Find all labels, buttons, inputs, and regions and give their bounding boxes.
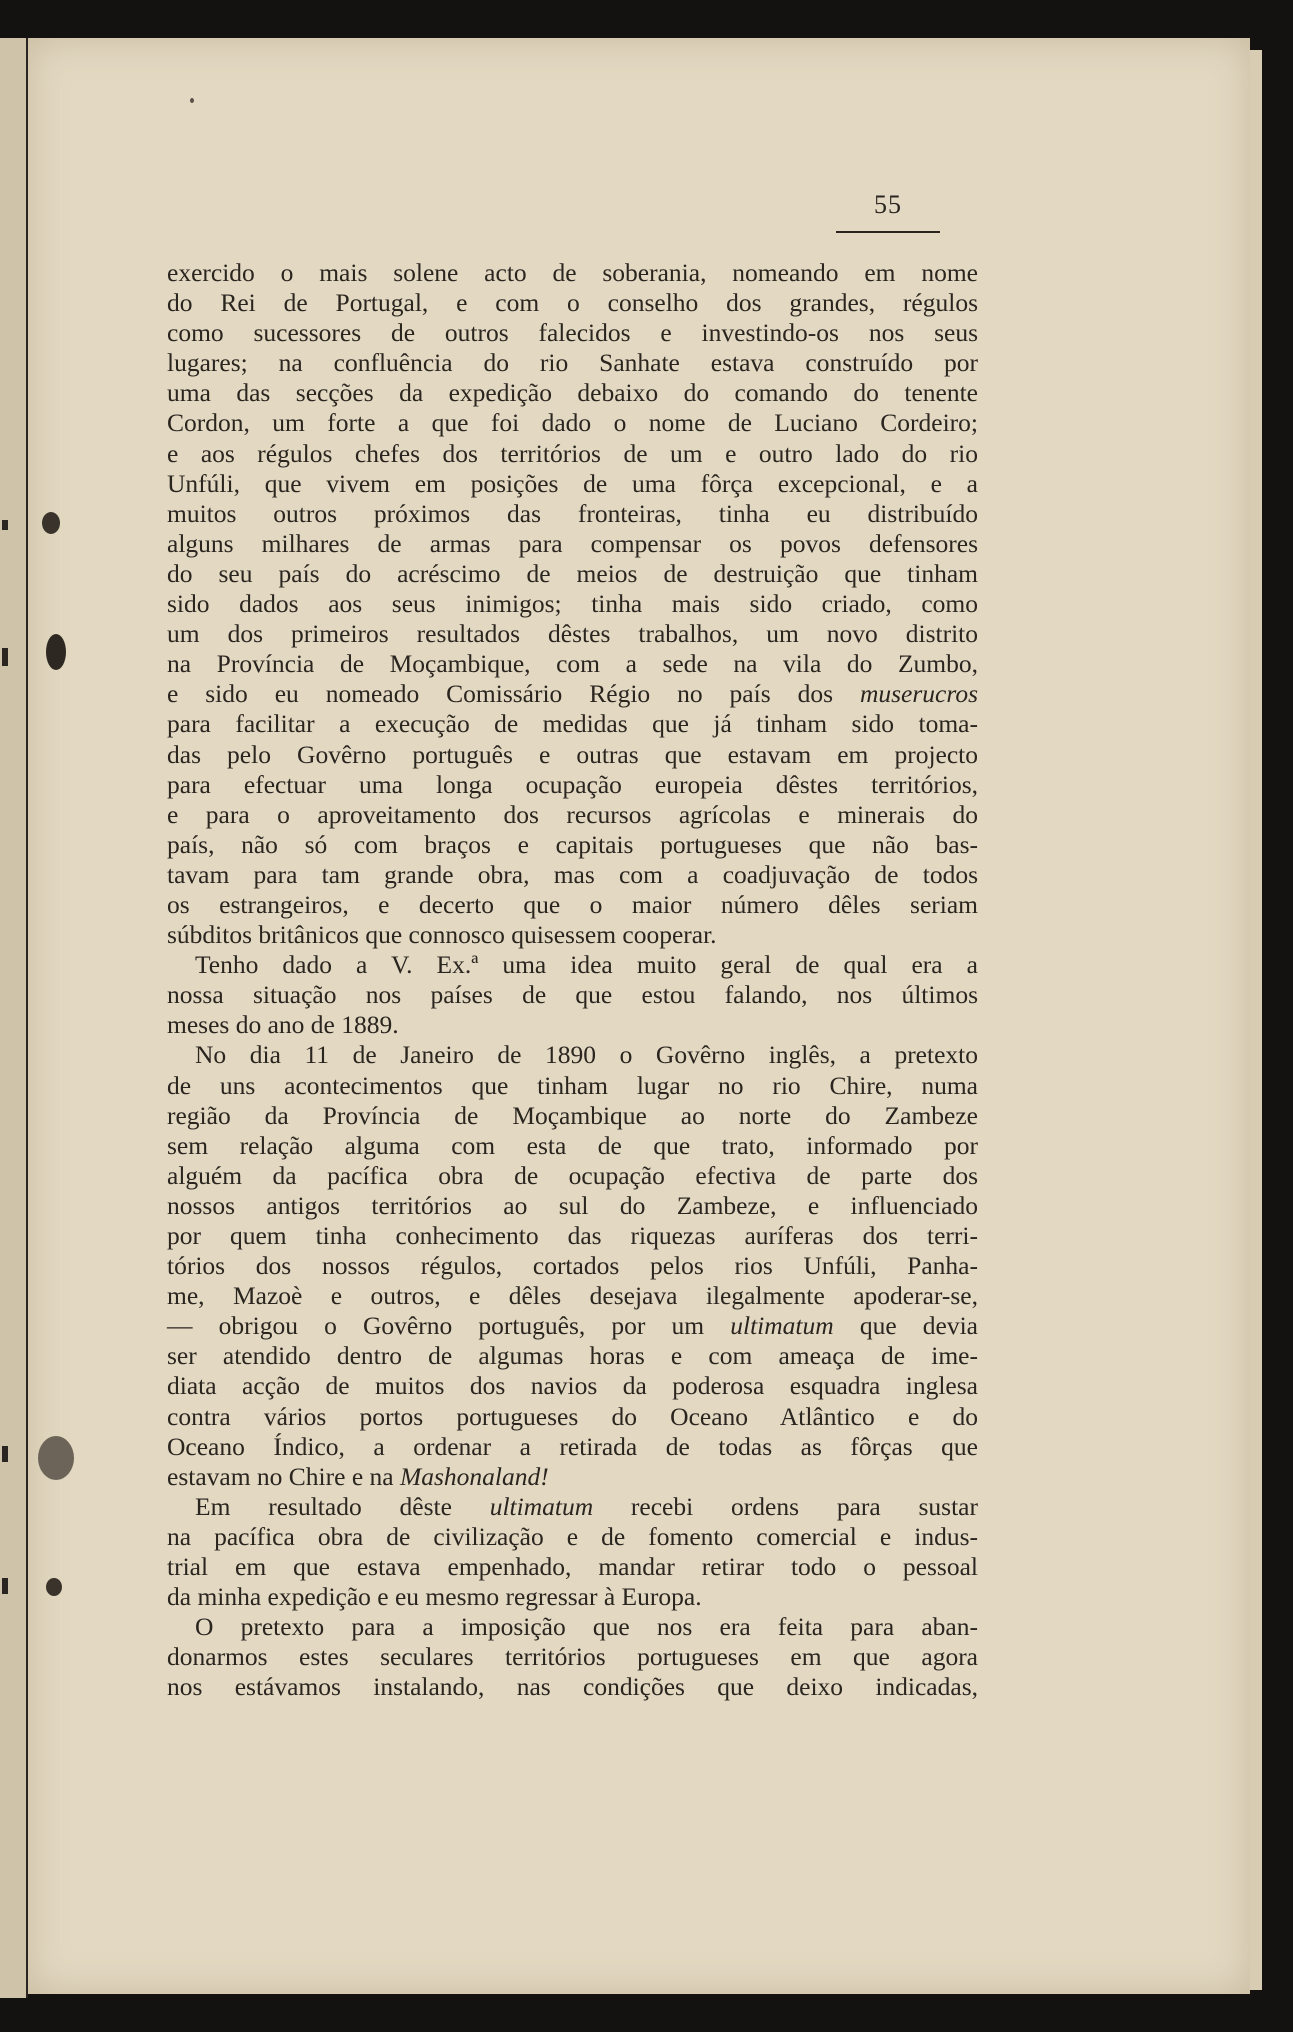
text-line [167,589,978,619]
text-line [167,1101,978,1131]
text-line [167,1311,978,1341]
italic-term: ultimatum [489,1491,594,1521]
text-line-content: alguém da pacífica obra de ocupação efectiva de parte dos [167,1160,978,1190]
text-line-content: tórios dos nossos régulos, cortados pelos rios Unfúli, Panha- [167,1251,978,1281]
text-line [167,318,978,348]
text-line [167,1642,978,1672]
sheet-edge [1250,50,1262,1990]
binding-mark [2,1578,8,1594]
text-line [167,1010,978,1040]
text-line [167,920,978,950]
page-number: 55 [874,190,902,219]
text-line [167,348,978,378]
text-line-content: para facilitar a execução de medidas que já tinham sido toma- [167,709,978,739]
page-number-rule [836,231,940,233]
text-line [167,1071,978,1101]
text-line [167,950,978,980]
text-line-content: No dia 11 de Janeiro de 1890 o Govêrno inglês, a pretexto [195,1040,978,1070]
binding-hole [38,1436,74,1480]
text-line [167,408,978,438]
text-line-content: súbditos britânicos que connosco quisessem cooperar. [167,920,717,950]
text-line-content: sem relação alguma com esta de que trato, informado por [167,1130,978,1160]
text-line-content: Em resultado dêste [195,1491,490,1521]
text-line-content: da minha expedição e eu mesmo regressar à Europa. [167,1582,702,1612]
text-line-content: Cordon, um forte a que foi dado o nome de Luciano Cordeiro; [167,408,978,438]
binding-hole [46,634,66,670]
text-line [167,860,978,890]
italic-term: ultimatum [730,1311,834,1341]
text-line-content: O pretexto para a imposição que nos era feita para aban- [195,1612,978,1642]
text-line [167,649,978,679]
text-line-content: tavam para tam grande obra, mas com a coadjuvação de todos [167,859,978,889]
text-line [167,740,978,770]
text-line [167,1462,978,1492]
text-line-content: me, Mazoè e outros, e dêles desejava ilegalmente apoderar-se, [167,1281,978,1311]
text-line-content: e aos régulos chefes dos territórios de um e outro lado do rio [167,438,978,468]
text-line-content: estavam no Chire e na [167,1461,400,1491]
text-line [167,258,978,288]
text-line [167,1251,978,1281]
text-line-content: Tenho dado a V. Ex.ª uma idea muito geral de qual era a [195,950,978,980]
text-line-content: lugares; na confluência do rio Sanhate estava construído por [167,348,978,378]
text-line-tail: recebi ordens para sustar [593,1491,978,1521]
text-line-content: como sucessores de outros falecidos e investindo-os nos seus [167,318,978,348]
text-line-content: diata acção de muitos dos navios da poderosa esquadra inglesa [167,1371,978,1401]
text-line-content: uma das secções da expedição debaixo do comando do tenente [167,378,978,408]
text-line [167,529,978,559]
text-line-content: um dos primeiros resultados dêstes trabalhos, um novo distrito [167,619,978,649]
binding-hole [42,512,60,534]
text-line [167,770,978,800]
text-line-content: de uns acontecimentos que tinham lugar no rio Chire, numa [167,1070,978,1100]
text-line [167,1221,978,1251]
binding-mark [2,648,8,666]
text-line-content: sido dados aos seus inimigos; tinha mais sido criado, como [167,589,978,619]
text-line [167,1492,978,1522]
text-line [167,619,978,649]
text-line [167,1131,978,1161]
text-line-content: do Rei de Portugal, e com o conselho dos grandes, régulos [167,288,978,318]
text-line-content: ser atendido dentro de algumas horas e com ameaça de ime- [167,1341,978,1371]
text-line-content: trial em que estava empenhado, mandar retirar todo o pessoal [167,1552,978,1582]
text-line [167,378,978,408]
text-line [167,439,978,469]
text-line-content: e sido eu nomeado Comissário Régio no país dos [167,679,860,709]
text-line-content: os estrangeiros, e decerto que o maior número dêles seriam [167,889,978,919]
text-line [167,709,978,739]
text-line-content: alguns milhares de armas para compensar os povos defensores [167,528,978,558]
text-line [167,469,978,499]
text-line-content: — obrigou o Govêrno português, por um [167,1311,731,1341]
text-line [167,1432,978,1462]
text-line-tail: que devia [833,1311,978,1341]
text-line-content: Oceano Índico, a ordenar a retirada de todas as fôrças que [167,1431,978,1461]
text-line-content: exercido o mais solene acto de soberania, nomeando em nome [167,258,978,287]
text-line-content: na Província de Moçambique, com a sede na vila do Zumbo, [167,649,978,679]
text-line-content: nos estávamos instalando, nas condições que deixo indicadas, [167,1672,978,1702]
text-line [167,1672,978,1702]
text-line-content: muitos outros próximos das fronteiras, tinha eu distribuído [167,498,978,528]
text-line [167,1040,978,1070]
text-line-content: nossos antigos territórios ao sul do Zambeze, e influenciado [167,1190,978,1220]
text-line [167,800,978,830]
text-line-content: na pacífica obra de civilização e de fomento comercial e indus- [167,1521,978,1551]
paper-speck [190,98,194,103]
text-line [167,679,978,709]
text-line [167,980,978,1010]
text-line-content: por quem tinha conhecimento das riquezas auríferas dos terri- [167,1221,978,1250]
binding-mark [2,520,8,530]
binding-mark [2,1446,8,1462]
text-line-content: donarmos estes seculares territórios portugueses em que agora [167,1642,978,1672]
text-line-content: meses do ano de 1889. [167,1010,399,1040]
text-line-content: região da Província de Moçambique ao norte do Zambeze [167,1100,978,1130]
text-line-content: nossa situação nos países de que estou falando, nos últimos [167,980,978,1010]
text-line [167,1612,978,1642]
text-line [167,288,978,318]
text-line-content: para efectuar uma longa ocupação europeia dêstes territórios, [167,769,978,799]
body-text [167,258,978,1703]
text-line-content: do seu país do acréscimo de meios de destruição que tinham [167,558,978,588]
binding-edge [0,38,28,1998]
text-line [167,890,978,920]
text-line [167,1522,978,1552]
text-line [167,1281,978,1311]
italic-term: Mashonaland! [399,1461,549,1491]
text-line [167,499,978,529]
text-line [167,1552,978,1582]
text-line-content: Unfúli, que vivem em posições de uma fôrça excepcional, e a [167,468,978,498]
text-line [167,1191,978,1221]
text-line [167,1402,978,1432]
text-line-content: contra vários portos portugueses do Oceano Atlântico e do [167,1401,978,1431]
text-line-content: e para o aproveitamento dos recursos agrícolas e minerais do [167,799,978,829]
text-line-content: das pelo Govêrno português e outras que estavam em projecto [167,739,978,769]
text-line [167,830,978,860]
text-line [167,1582,978,1612]
text-line [167,1371,978,1401]
text-line-content: país, não só com braços e capitais portugueses que não bas- [167,829,978,859]
text-line [167,559,978,589]
text-line [167,1341,978,1371]
text-line [167,1161,978,1191]
italic-term: muserucros [859,679,978,709]
binding-hole [46,1578,62,1596]
